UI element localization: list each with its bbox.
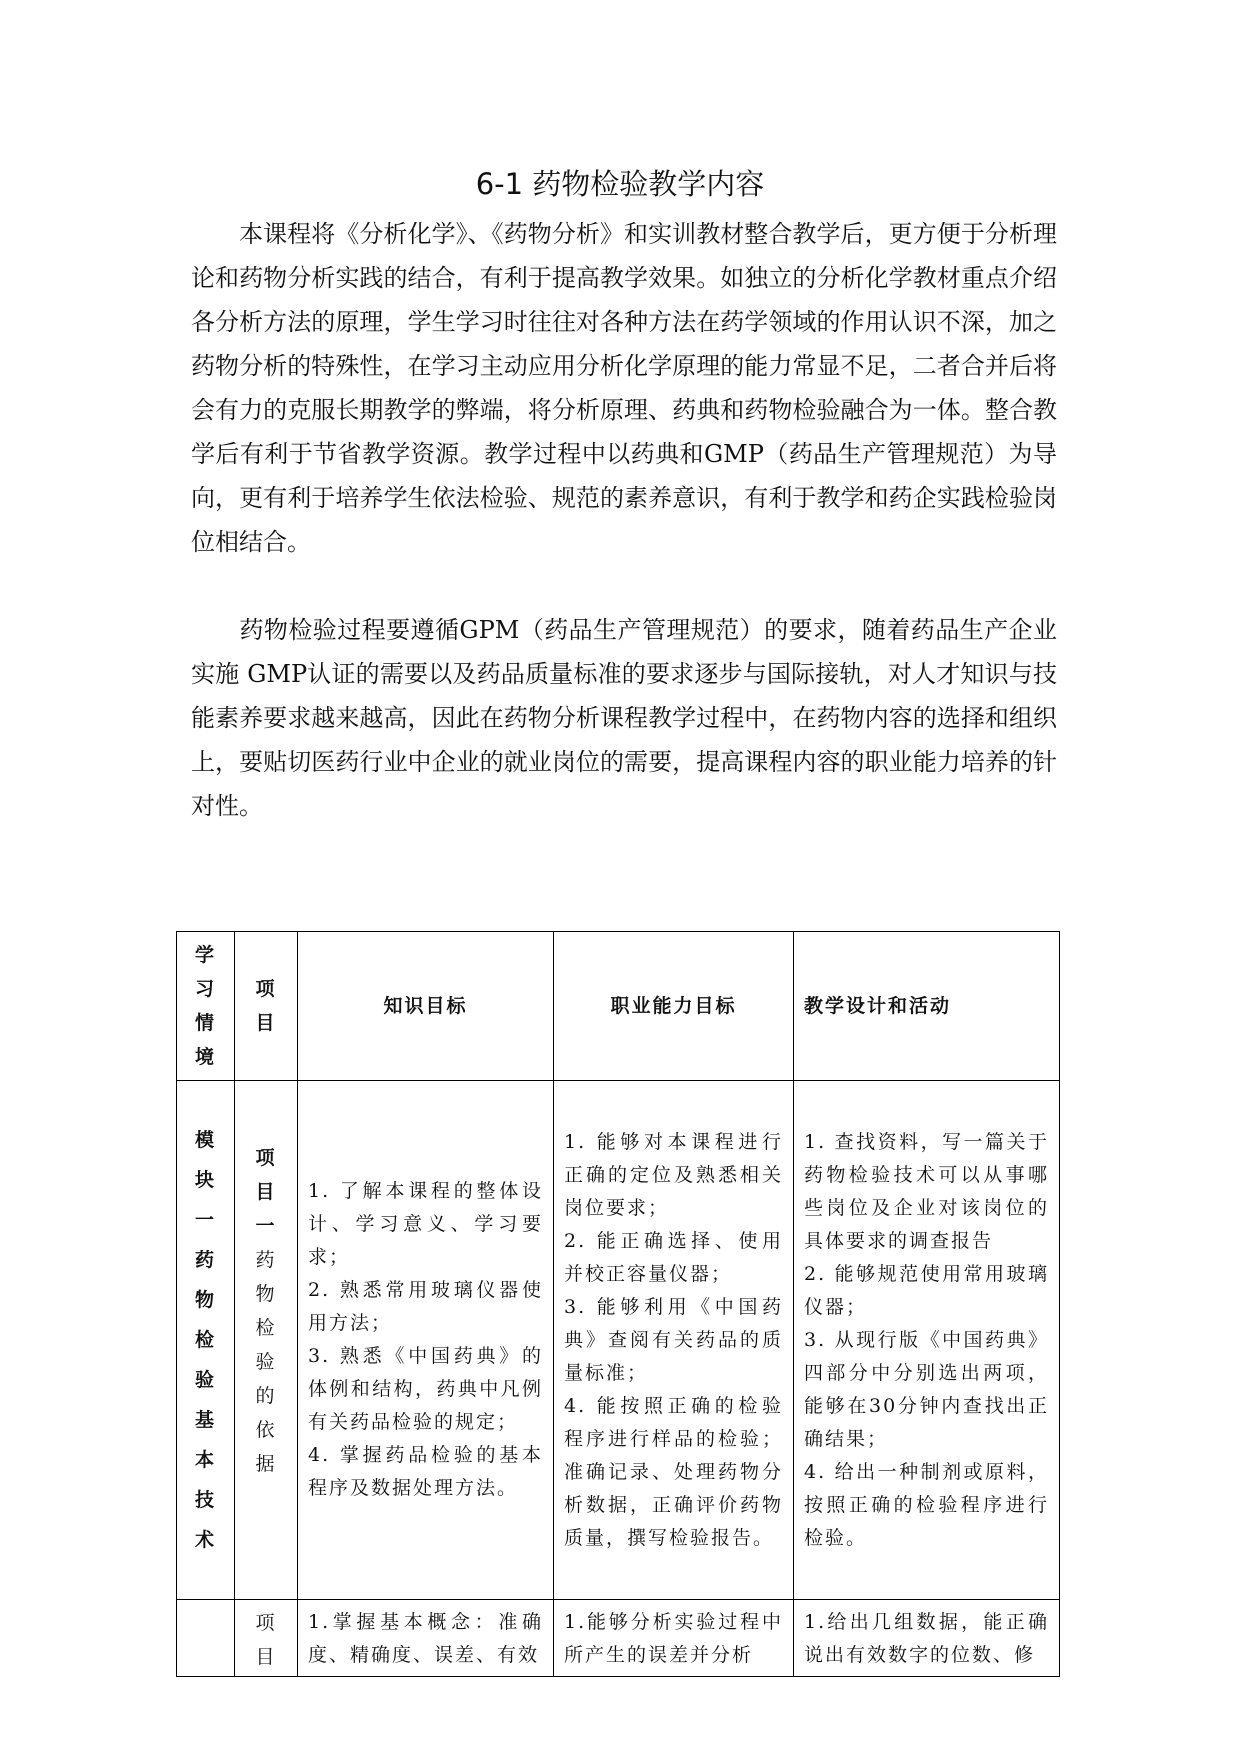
cell-design: 1.给出几组数据，能正确说出有效数字的位数、修 [794,1600,1060,1677]
paragraph-1 [191,212,1057,564]
table-header-row [177,932,1060,1081]
cell-situation: 模块一药物检验基本技术 [177,1081,235,1600]
paragraph-2-text: 药物检验过程要遵循GPM（药品生产管理规范）的要求，随着药品生产企业实施 GMP认证的需要以及药品质量标准的要求逐步与国际接轨，对人才知识与技能素养要求越来越高，因此在药物分析课程教学过程中，在药物内容的选择和组织上，要贴切医药行业中企业的就业岗位的需要，提高课程内容的职业能力培养的针对性。 [191,616,1057,820]
header-project: 项目 [235,932,298,1081]
paragraph-1-text: 本课程将《分析化学》、《药物分析》和实训教材整合教学后，更方便于分析理论和药物分析实践的结合，有利于提高教学效果。如独立的分析化学教材重点介绍各分析方法的原理，学生学习时往往对各种方法在药学领域的作用认识不深，加之药物分析的特殊性，在学习主动应用分析化学原理的能力常显不足，二者合并后将会有力的克服长期教学的弊端，将分析原理、药典和药物检验融合为一体。整合教学后有利于节省教学资源。教学过程中以药典和GMP（药品生产管理规范）为导向，更有利于培养学生依法检验、规范的素养意识，有利于教学和药企实践检验岗位相结合。 [191,220,1057,556]
table-row [177,1600,1060,1677]
paragraph-2 [191,608,1057,828]
course-content-table [176,931,1060,1677]
cell-project: 项目 [235,1600,298,1677]
cell-situation [177,1600,235,1677]
cell-knowledge: 1. 了解本课程的整体设计、学习意义、学习要求； 2. 熟悉常用玻璃仪器使用方法； 3. 熟悉《中国药典》的体例和结构，药典中凡例有关药品检验的规定； 4. 掌握药品检验的基本程序及数据处理方法。 [298,1081,554,1600]
table-row [177,1081,1060,1600]
cell-ability: 1. 能够对本课程进行正确的定位及熟悉相关岗位要求； 2. 能正确选择、使用并校正容量仪器； 3. 能够利用《中国药典》查阅有关药品的质量标准； 4. 能按照正确的检验程序进行样品的检验；准确记录、处理药物分析数据，正确评价药物质量，撰写检验报告。 [554,1081,794,1600]
project-label: 项目一 [255,1147,277,1237]
project-name: 药物检验的依据 [255,1249,277,1475]
cell-knowledge: 1.掌握基本概念：准确度、精确度、误差、有效 [298,1600,554,1677]
page-title: 6-1 药物检验教学内容 [475,167,765,201]
header-situation: 学习情境 [177,932,235,1081]
cell-ability: 1.能够分析实验过程中所产生的误差并分析 [554,1600,794,1677]
header-ability: 职业能力目标 [554,932,794,1081]
header-knowledge: 知识目标 [298,932,554,1081]
cell-design: 1. 查找资料，写一篇关于药物检验技术可以从事哪些岗位及企业对该岗位的具体要求的调查报告 2. 能够规范使用常用玻璃仪器； 3. 从现行版《中国药典》四部分中分别选出两项，能够在30分钟内查找出正确结果； 4. 给出一种制剂或原料，按照正确的检验程序进行检验。 [794,1081,1060,1600]
header-design: 教学设计和活动 [794,932,1060,1081]
cell-project [235,1081,298,1600]
